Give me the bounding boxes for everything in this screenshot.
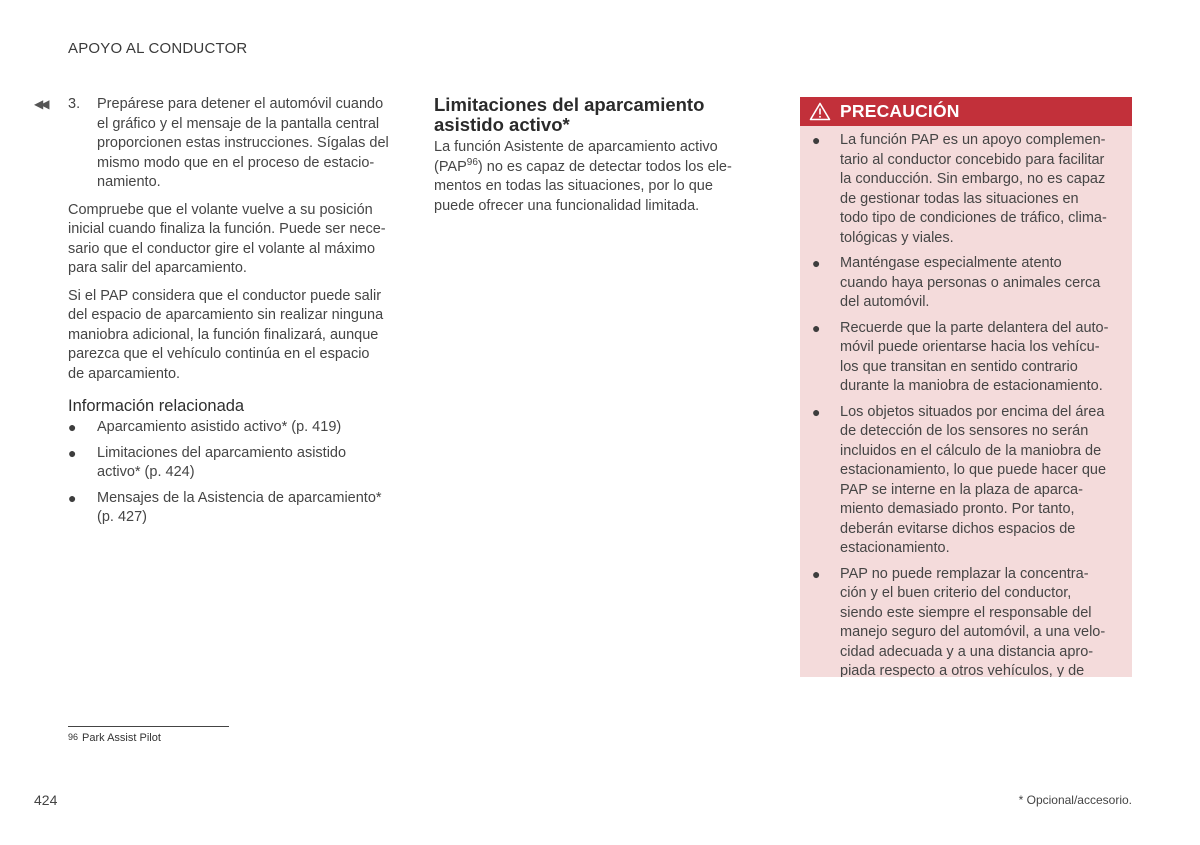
link-text[interactable]: (p. 427) xyxy=(97,509,147,525)
link-text[interactable]: Limitaciones del aparcamiento asistido xyxy=(97,444,347,461)
text-fragment: (PAP xyxy=(434,158,467,175)
footnote-number: 96 xyxy=(68,732,79,742)
step-number: 3. xyxy=(68,96,81,112)
text-line: durante la maniobra de estacionamiento. xyxy=(840,378,1103,394)
section-heading xyxy=(434,95,764,135)
bullet-icon: ● xyxy=(68,419,77,435)
text-line xyxy=(434,158,764,178)
text-line: parezca que el vehículo continúa en el espacio xyxy=(68,346,370,362)
caution-item xyxy=(812,565,1120,678)
text-line: PAP no puede remplazar la concentra- xyxy=(840,565,1089,582)
text-line: la conducción. Sin embargo, no es capaz xyxy=(840,171,1106,187)
step-text xyxy=(97,95,400,193)
text-line: ción y el buen criterio del conductor, xyxy=(840,585,1072,601)
text-line: de aparcamiento. xyxy=(68,365,181,382)
related-info-heading: Información relacionada xyxy=(68,397,245,415)
text-line: cidad adecuada y a una distancia apro- xyxy=(840,643,1094,660)
text-line: Si el PAP considera que el conductor puede salir xyxy=(68,287,382,304)
text-line: deberán evitarse dichos espacios de xyxy=(840,520,1076,537)
bullet-icon: ● xyxy=(68,444,77,461)
caution-list xyxy=(800,126,1132,677)
link-text[interactable]: Aparcamiento asistido activo* (p. 419) xyxy=(97,419,342,435)
caution-item xyxy=(812,319,1120,397)
text-line: de detección de los sensores no serán xyxy=(840,423,1089,439)
text-line: el gráfico y el mensaje de la pantalla central xyxy=(97,115,380,132)
paragraph-pap-exit xyxy=(68,287,400,385)
text-line: manejo seguro del automóvil, a una velo- xyxy=(840,624,1106,640)
text-line: Los objetos situados por encima del área xyxy=(840,403,1105,420)
link-text[interactable]: activo* (p. 424) xyxy=(97,464,195,480)
paragraph-steering xyxy=(68,201,400,279)
text-line: PAP se interne en la plaza de aparca- xyxy=(840,481,1083,498)
step-3 xyxy=(68,95,400,193)
bullet-icon: ● xyxy=(812,319,821,336)
text-line: para salir del aparcamiento. xyxy=(68,260,247,276)
text-line: del automóvil. xyxy=(840,294,930,310)
footnote-divider xyxy=(68,726,229,727)
caution-item xyxy=(812,403,1120,559)
bullet-icon: ● xyxy=(812,255,821,271)
text-line: todo tipo de condiciones de tráfico, clima- xyxy=(840,210,1107,226)
optional-accessory-note: * Opcional/accesorio. xyxy=(1018,793,1132,807)
text-line: piada respecto a otros vehículos, y de xyxy=(840,663,1085,677)
middle-column xyxy=(434,95,764,216)
page-number: 424 xyxy=(34,792,58,808)
text-line: incluidos en el cálculo de la maniobra de xyxy=(840,442,1102,459)
bullet-icon: ● xyxy=(812,403,821,420)
text-line: Compruebe que el volante vuelve a su posición xyxy=(68,201,373,218)
text-line: Recuerde que la parte delantera del auto- xyxy=(840,319,1109,336)
text-line: mismo modo que en el proceso de estacio- xyxy=(97,154,375,171)
text-line: Prepárese para detener el automóvil cuando xyxy=(97,96,384,112)
text-line: proporcionen estas instrucciones. Sígalas del xyxy=(97,135,389,151)
text-line: mentos en todas las situaciones, por lo que xyxy=(434,178,713,194)
related-link[interactable] xyxy=(68,418,400,438)
text-line: miento demasiado pronto. Por tanto, xyxy=(840,501,1075,517)
text-line: móvil puede orientarse hacia los vehícu- xyxy=(840,339,1100,355)
bullet-icon: ● xyxy=(812,132,821,148)
section-body xyxy=(434,138,764,216)
text-line: cuando haya personas o animales cerca xyxy=(840,274,1101,291)
caution-item xyxy=(812,254,1120,313)
section-header: APOYO AL CONDUCTOR xyxy=(68,40,248,57)
footnote xyxy=(68,732,161,744)
text-line: del espacio de aparcamiento sin realizar ninguna xyxy=(68,307,384,323)
heading-line: asistido activo* xyxy=(434,114,570,135)
text-fragment: ) no es capaz de detectar todos los ele- xyxy=(477,158,732,175)
caution-title: PRECAUCIÓN xyxy=(840,101,960,121)
bullet-icon: ● xyxy=(68,489,77,506)
text-line: puede ofrecer una funcionalidad limitada. xyxy=(434,197,700,214)
caution-header xyxy=(800,97,1132,126)
text-line: inicial cuando finaliza la función. Puede ser nece- xyxy=(68,221,386,237)
bullet-icon: ● xyxy=(812,565,821,582)
text-line: siendo este siempre el responsable del xyxy=(840,604,1092,621)
text-line: Manténgase especialmente atento xyxy=(840,255,1062,271)
text-line: de gestionar todas las situaciones en xyxy=(840,190,1079,207)
text-line: estacionamiento. xyxy=(840,540,950,556)
text-line: La función Asistente de aparcamiento activo xyxy=(434,139,718,155)
related-links-list xyxy=(68,418,400,528)
related-link[interactable] xyxy=(68,489,400,528)
text-line: sario que el conductor gire el volante al máximo xyxy=(68,240,376,257)
text-line: tológicas y viales. xyxy=(840,229,954,246)
double-left-arrow-icon[interactable]: ◀◀ xyxy=(34,97,47,111)
caution-item xyxy=(812,131,1120,248)
text-line: La función PAP es un apoyo complemen- xyxy=(840,132,1106,148)
text-line: namiento. xyxy=(97,174,161,190)
heading-line: Limitaciones del aparcamiento xyxy=(434,94,705,115)
related-link[interactable] xyxy=(68,444,400,483)
text-line: tario al conductor concebido para facilitar xyxy=(840,151,1105,168)
footnote-text: Park Assist Pilot xyxy=(82,732,161,744)
footnote-ref[interactable]: 96 xyxy=(466,156,478,168)
caution-box xyxy=(800,97,1132,677)
text-line: los que transitan en sentido contrario xyxy=(840,358,1078,375)
warning-triangle-icon xyxy=(800,102,840,121)
link-text[interactable]: Mensajes de la Asistencia de aparcamiento* xyxy=(97,489,382,506)
left-column xyxy=(68,95,400,534)
text-line: estacionamiento, lo que puede hacer que xyxy=(840,462,1107,478)
text-line: maniobra adicional, la función finalizará, aunque xyxy=(68,326,379,343)
